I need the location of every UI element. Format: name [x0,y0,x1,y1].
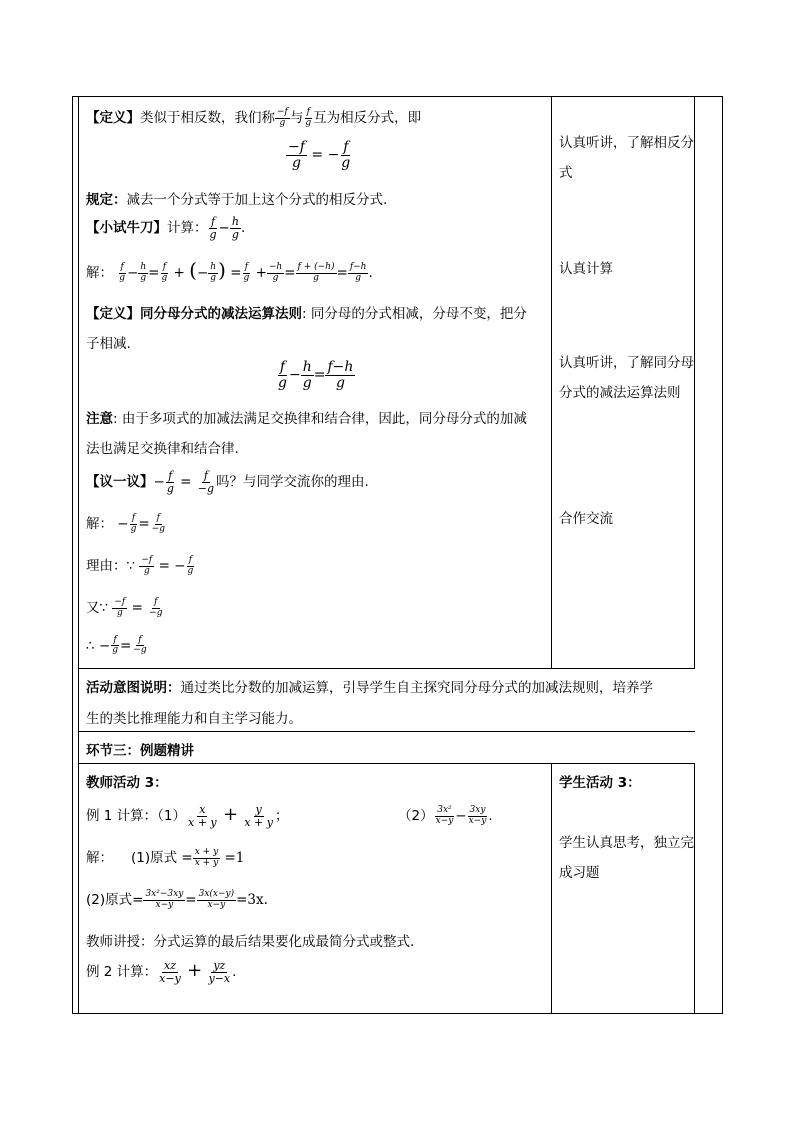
definition-subtraction-rule: 【定义】同分母分式的减法运算法则: 同分母的分式相减，分母不变，把分 [86,306,527,322]
activity-intent-line2: 生的类比推理能力和自主学习能力。 [86,711,302,727]
answer-1: 解： (1)原式 = $\frac{x + y}{x + y}$ =1 [86,847,245,868]
example-1-part-2: （2） $\frac{\text{3x²}}{x-y}$ − $\frac{3xy}{x-y}$ . [398,805,493,826]
table-row-divider-2 [78,731,695,732]
note-text-line2: 法也满足交换律和结合律. [86,441,239,457]
reason-3: ∴ − $\frac{f}{g}$ = $\frac{f}{-g}$ [86,635,147,656]
rule-text: 规定：减去一个分式等于加上这个分式的相反分式. [86,192,388,208]
student-activity-title: 学生活动 3： [559,775,641,791]
table-border-right [722,96,723,1014]
table-col-divider-mid-2 [551,763,552,1014]
table-border-left [72,96,73,1014]
definition-text-a: 类似于相反数，我们称 [140,110,275,126]
table-border-left-inner [78,96,79,1014]
table-row-divider-1 [78,668,695,669]
example-1: 例 1 计算：（1） $\frac{x}{x + y}$ + $\frac{y}{x + y}$ ； [86,803,289,829]
reason-1: 理由：∵ $\frac{-f}{g}$ = − $\frac{f}{g}$ [86,555,194,576]
teacher-activity-title: 教师活动 3： [86,775,168,791]
student-activity-2: 认真计算 [559,261,613,277]
section-3-title: 环节三：例题精讲 [86,743,194,759]
teacher-note: 教师讲授：分式运算的最后结果要化成最简分式或整式. [86,934,415,950]
definition-label: 【定义】 [86,110,140,126]
table-col-divider-right-2 [694,763,695,1014]
reason-2: 又∵ $\frac{-f}{g}$ = $\frac{f}{-g}$ [86,597,163,618]
table-row-divider-3 [78,763,695,764]
note-text: 注意: 由于多项式的加减法满足交换律和结合律，因此，同分母分式的加减 [86,411,527,427]
student-activity-5: 学生认真思考，独立完成习题 [559,835,694,881]
solution-1: 解： $\frac{f}{g}$ − $\frac{h}{g}$ = $\frac{f}{g}$ + (− $\frac{h}{g}$ ) = $\frac{f}{g}$ + $\frac{-h}{g}$ = $\frac{f + (-h)}{g}$ = $\frac{f-h}{g}$ . [86,258,373,283]
solution-2: 解： − $\frac{f}{g}$ = $\frac{f}{-g}$ [86,513,165,534]
activity-intent: 活动意图说明：通过类比分数的加减运算，引导学生自主探究同分母分式的加减法规则，培养学 [86,680,653,696]
example-2: 例 2 计算： $\frac{xz}{x-y}$ + $\frac{yz}{y-x}$ . [86,959,237,985]
student-activity-4: 合作交流 [559,511,613,527]
fraction-neg-f-over-g: $\frac{-f}{g}$ [277,107,288,128]
definition-opposite-fraction [86,106,421,128]
definition-text-b: 与 [289,110,304,126]
fraction-f-over-g: $\frac{f}{g}$ [305,107,312,128]
definition-subtraction-rule-line2: 子相减. [86,336,131,352]
answer-2: (2)原式= $\frac{\text{3x²−3xy}}{x-y}$ = $\frac{3x(x-y)}{x-y}$ =3x. [86,889,268,910]
trial-exercise: 【小试牛刀】计算： $\frac{f}{g}$ − $\frac{h}{g}$ . [86,215,246,241]
table-border-bottom [72,1013,723,1014]
discuss-prompt: 【议一议】− $\frac{f}{g}$ = $\frac{f}{-g}$ 吗？与同学交流你的理由. [86,469,369,495]
table-border-top [72,96,723,97]
student-activity-1: 认真听讲，了解相反分式 [559,135,694,181]
student-activity-3: 认真听讲，了解同分母分式的减法运算法则 [559,355,694,401]
table-col-divider-mid [551,96,552,668]
definition-equation: $\frac{-f}{g}$ = − $\frac{f}{g}$ [288,139,351,171]
definition-text-c: 互为相反分式，即 [313,110,422,126]
subtraction-rule-equation: $\frac{f}{g}$ − $\frac{h}{g}$ = $\frac{f-h}{g}$ [278,359,354,391]
